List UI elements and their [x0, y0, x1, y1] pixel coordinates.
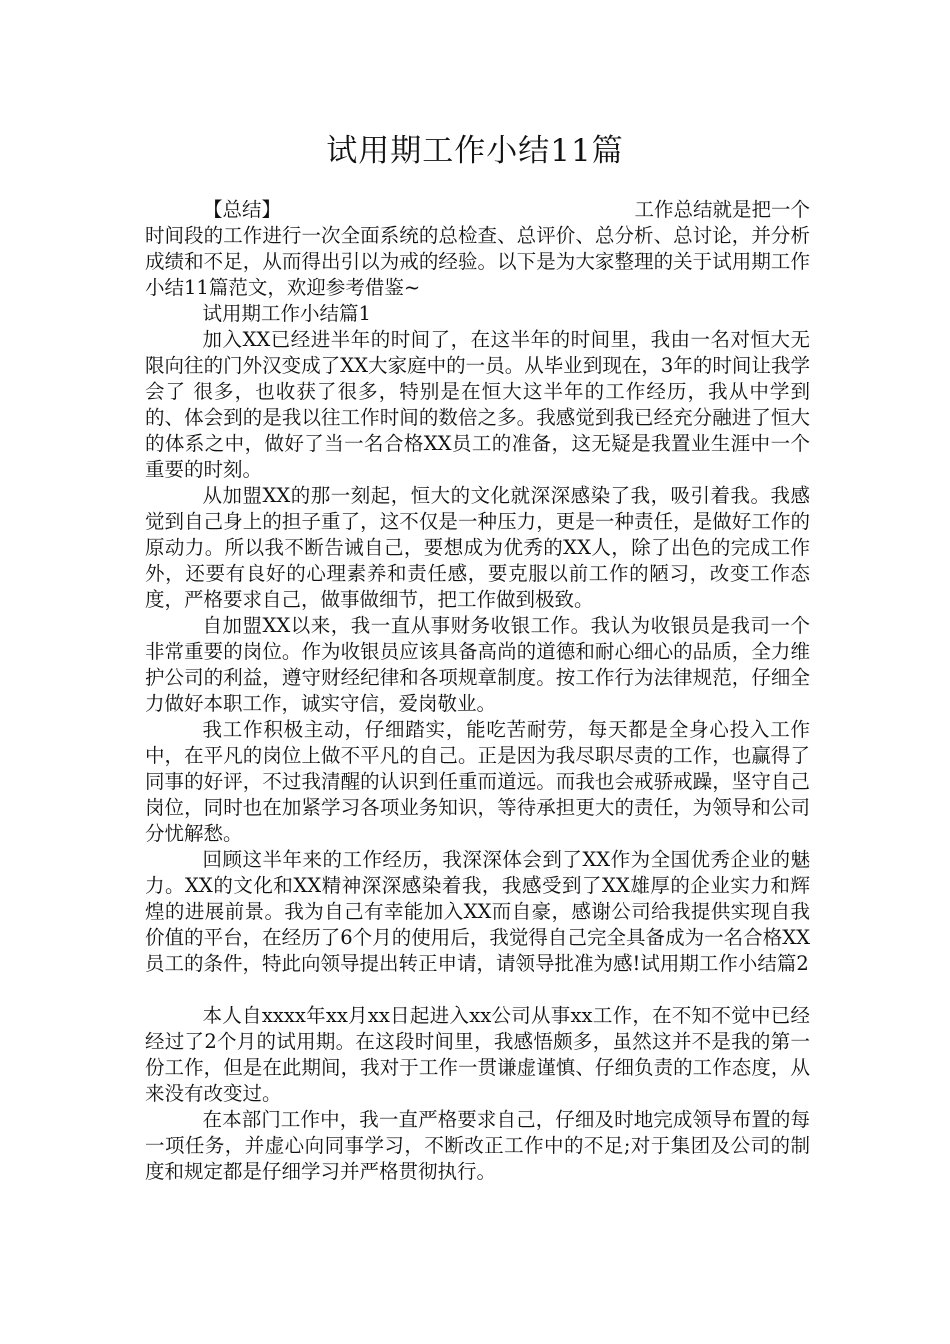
intro-tag: 【总结】 — [203, 198, 282, 221]
document-body — [145, 197, 810, 1185]
section-heading-1: 试用期工作小结篇1 — [202, 302, 371, 325]
paragraph: 加入XX已经进半年的时间了，在这半年的时间里，我由一名对恒大无限向往的门外汉变成了XX大家庭中的一员。从毕业到现在，3年的时间让我学会了 很多，也收获了很多，特别是在恒大这半年的工作经历，我从中学到的、体会到的是我以往工作时间的数倍之多。我感觉到我已经充分融进了恒大的体系之中，做好了当一名合格XX员工的准备，这无疑是我置业生涯中一个重要的时刻。 — [145, 328, 810, 481]
paragraph: 我工作积极主动，仔细踏实，能吃苦耐劳，每天都是全身心投入工作中，在平凡的岗位上做不平凡的自己。正是因为我尽职尽责的工作，也赢得了同事的好评，不过我清醒的认识到任重而道远。而我也会戒骄戒躁，坚守自己岗位，同时也在加紧学习各项业务知识，等待承担更大的责任，为领导和公司分忧解愁。 — [145, 718, 810, 845]
paragraph: 回顾这半年来的工作经历，我深深体会到了XX作为全国优秀企业的魅力。XX的文化和XX精神深深感染着我，我感受到了XX雄厚的企业实力和辉煌的进展前景。我为自己有幸能加入XX而自豪，感谢公司给我提供实现自我价值的平台，在经历了6个月的使用后，我觉得自己完全具备成为一名合格XX员工的条件，特此向领导提出转正申请，请领导批准为感!试用期工作小结篇2 — [145, 848, 810, 975]
section-spacer — [145, 977, 810, 1003]
document-title: 试用期工作小结11篇 — [326, 133, 624, 169]
intro-paragraph: 时间段的工作进行一次全面系统的总检查、总评价、总分析、总讨论，并分析成绩和不足，从而得出引以为戒的经验。以下是为大家整理的关于试用期工作小结11篇范文，欢迎参考借鉴~ — [145, 224, 810, 299]
paragraph: 在本部门工作中，我一直严格要求自己，仔细及时地完成领导布置的每一项任务，并虚心向同事学习，不断改正工作中的不足;对于集团及公司的制度和规定都是仔细学习并严格贯彻执行。 — [145, 1108, 810, 1183]
intro-header-line — [145, 197, 810, 223]
paragraph: 从加盟XX的那一刻起，恒大的文化就深深感染了我，吸引着我。我感觉到自己身上的担子重了，这不仅是一种压力，更是一种责任，是做好工作的原动力。所以我不断告诫自己，要想成为优秀的XX人，除了出色的完成工作外，还要有良好的心理素养和责任感，要克服以前工作的陋习，改变工作态度，严格要求自己，做事做细节，把工作做到极致。 — [145, 484, 810, 611]
paragraph: 本人自xxxx年xx月xx日起进入xx公司从事xx工作，在不知不觉中已经经过了2个月的试用期。在这段时间里，我感悟颇多，虽然这并不是我的第一份工作，但是在此期间，我对于工作一贯谦虚谨慎、仔细负责的工作态度，从来没有改变过。 — [145, 1004, 810, 1105]
paragraph: 自加盟XX以来，我一直从事财务收银工作。我认为收银员是我司一个非常重要的岗位。作为收银员应该具备高尚的道德和耐心细心的品质，全力维护公司的利益，遵守财经纪律和各项规章制度。按工作行为法律规范，仔细全力做好本职工作，诚实守信，爱岗敬业。 — [145, 614, 810, 715]
intro-lead: 工作总结就是把一个 — [634, 198, 810, 221]
